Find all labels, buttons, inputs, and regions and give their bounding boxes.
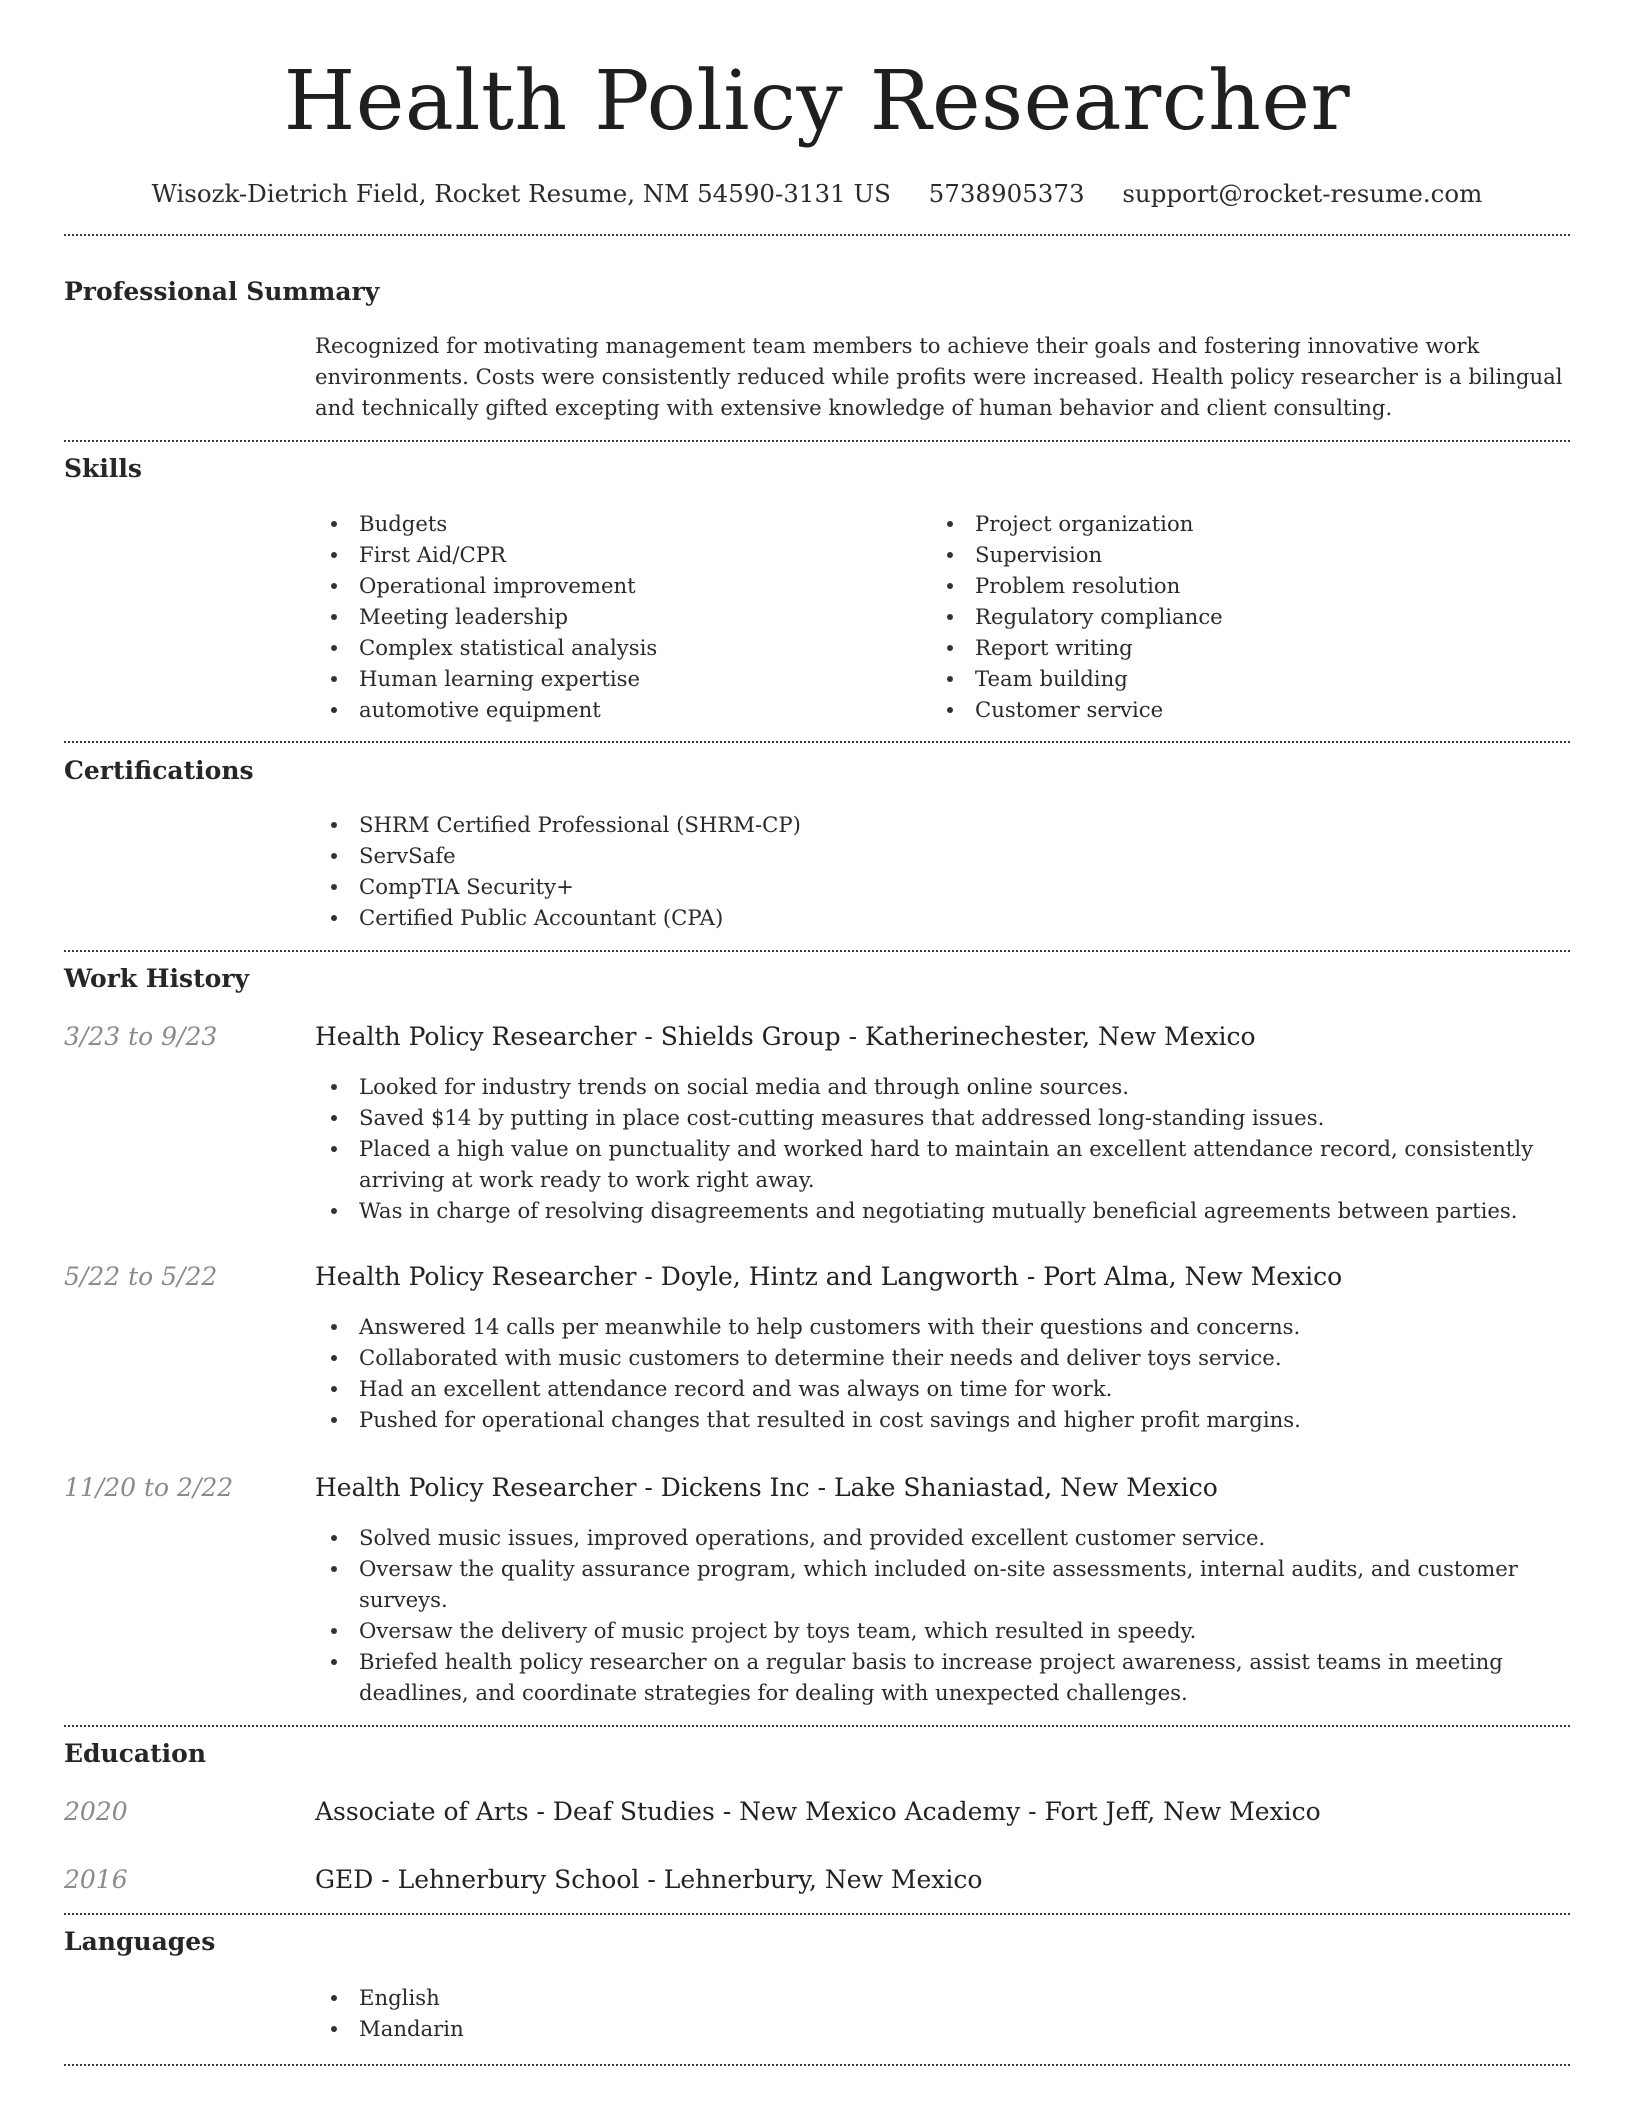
divider (64, 1725, 1570, 1727)
divider (64, 2064, 1570, 2066)
list-item: Collaborated with music customers to determine their needs and deliver toys service. (315, 1342, 1570, 1373)
divider (64, 1913, 1570, 1915)
list-item: Problem resolution (931, 570, 1547, 601)
divider (64, 741, 1570, 743)
job-bullets (315, 1311, 1570, 1435)
languages-section (64, 1926, 1570, 2044)
skills-heading: Skills (64, 454, 142, 483)
job-title: Health Policy Researcher - Dickens Inc - Lake Shaniastad, New Mexico (315, 1473, 1218, 1502)
list-item: Oversaw the quality assurance program, which included on-site assessments, internal audits, and customer surveys. (315, 1553, 1570, 1615)
list-item: Supervision (931, 539, 1547, 570)
list-item: Had an excellent attendance record and was always on time for work. (315, 1373, 1570, 1404)
list-item: Answered 14 calls per meanwhile to help customers with their questions and concerns. (315, 1311, 1570, 1342)
certifications-section (64, 755, 1570, 933)
summary-heading: Professional Summary (64, 277, 380, 306)
work-history-heading: Work History (64, 964, 250, 993)
resume-page (64, 0, 1570, 2066)
education-title: GED - Lehnerbury School - Lehnerbury, New Mexico (315, 1865, 983, 1894)
list-item: Budgets (315, 508, 931, 539)
list-item: Mandarin (315, 2013, 1570, 2044)
list-item: Project organization (931, 508, 1547, 539)
languages-heading: Languages (64, 1927, 216, 1956)
contact-address: Wisozk-Dietrich Field, Rocket Resume, NM 54590-3131 US (151, 179, 891, 208)
job-entry (64, 1021, 1570, 1226)
list-item: Complex statistical analysis (315, 632, 931, 663)
list-item: Regulatory compliance (931, 601, 1547, 632)
job-title: Health Policy Researcher - Shields Group - Katherinechester, New Mexico (315, 1022, 1256, 1051)
list-item: Meeting leadership (315, 601, 931, 632)
list-item: Team building (931, 663, 1547, 694)
job-entry (64, 1472, 1570, 1708)
education-entry (64, 1796, 1570, 1828)
education-entry (64, 1864, 1570, 1896)
list-item: Solved music issues, improved operations, and provided excellent customer service. (315, 1522, 1570, 1553)
list-item: Placed a high value on punctuality and worked hard to maintain an excellent attendance record, consistently arriving at work ready to work right away. (315, 1133, 1570, 1195)
list-item: Certified Public Accountant (CPA) (315, 902, 1570, 933)
certifications-heading: Certifications (64, 756, 254, 785)
summary-section (64, 276, 1570, 423)
skills-list-left (315, 508, 931, 725)
education-date: 2020 (64, 1797, 128, 1826)
job-date: 3/23 to 9/23 (64, 1022, 218, 1051)
list-item: Report writing (931, 632, 1547, 663)
list-item: Customer service (931, 694, 1547, 725)
education-date: 2016 (64, 1865, 128, 1894)
list-item: Operational improvement (315, 570, 931, 601)
contact-line (64, 178, 1570, 210)
divider (64, 440, 1570, 442)
skills-section (64, 453, 1570, 725)
skills-list-right (931, 508, 1547, 725)
contact-email: support@rocket-resume.com (1122, 179, 1483, 208)
job-bullets (315, 1522, 1570, 1708)
work-history-section (64, 963, 1570, 1708)
job-date: 5/22 to 5/22 (64, 1262, 218, 1291)
job-title: Health Policy Researcher - Doyle, Hintz and Langworth - Port Alma, New Mexico (315, 1262, 1343, 1291)
list-item: Briefed health policy researcher on a regular basis to increase project awareness, assist teams in meeting deadlines, and coordinate strategies for dealing with unexpected challenges. (315, 1646, 1570, 1708)
contact-phone: 5738905373 (928, 179, 1085, 208)
list-item: Was in charge of resolving disagreements and negotiating mutually beneficial agreements between parties. (315, 1195, 1570, 1226)
divider (64, 950, 1570, 952)
list-item: Oversaw the delivery of music project by toys team, which resulted in speedy. (315, 1615, 1570, 1646)
list-item: ServSafe (315, 840, 1570, 871)
education-heading: Education (64, 1739, 207, 1768)
job-bullets (315, 1071, 1570, 1226)
list-item: Looked for industry trends on social media and through online sources. (315, 1071, 1570, 1102)
list-item: CompTIA Security+ (315, 871, 1570, 902)
list-item: Saved $14 by putting in place cost-cutting measures that addressed long-standing issues. (315, 1102, 1570, 1133)
candidate-name: Health Policy Researcher (283, 54, 1351, 149)
languages-list (315, 1982, 1570, 2044)
education-section (64, 1738, 1570, 1896)
list-item: SHRM Certified Professional (SHRM-CP) (315, 809, 1570, 840)
summary-text: Recognized for motivating management team members to achieve their goals and fostering innovative work environments. Costs were consistently reduced while profits were increased. Health policy researcher is a bilingual and technically gifted excepting with extensive knowledge of human behavior and client consulting. (315, 333, 1563, 420)
list-item: First Aid/CPR (315, 539, 931, 570)
certifications-list (315, 809, 1570, 933)
list-item: automotive equipment (315, 694, 931, 725)
list-item: Pushed for operational changes that resulted in cost savings and higher profit margins. (315, 1404, 1570, 1435)
list-item: Human learning expertise (315, 663, 931, 694)
job-date: 11/20 to 2/22 (64, 1473, 234, 1502)
education-title: Associate of Arts - Deaf Studies - New Mexico Academy - Fort Jeff, New Mexico (315, 1797, 1321, 1826)
divider (64, 234, 1570, 236)
list-item: English (315, 1982, 1570, 2013)
job-entry (64, 1261, 1570, 1435)
